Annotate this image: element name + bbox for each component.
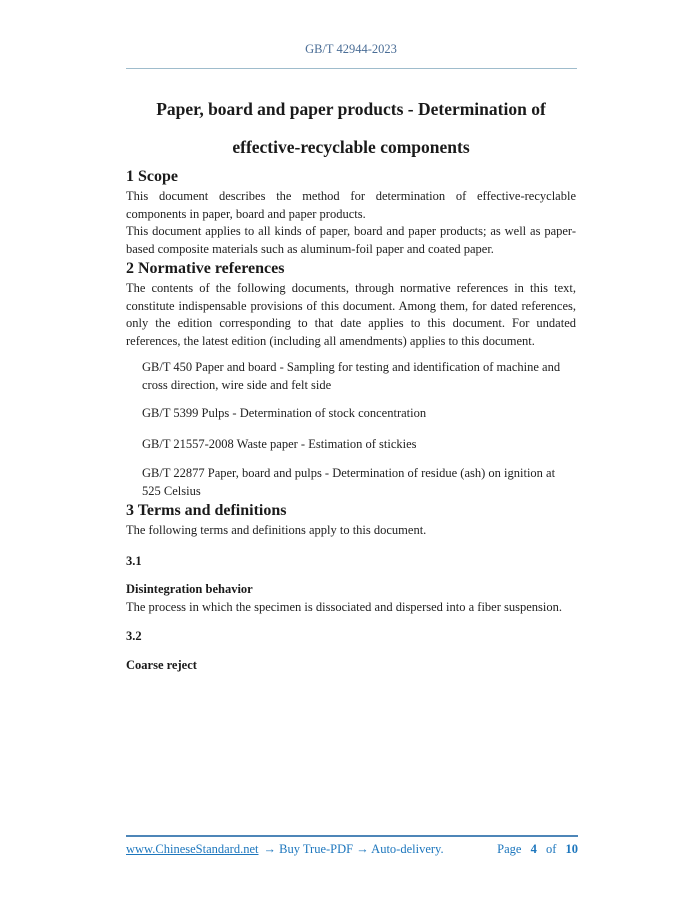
page-footer xyxy=(126,841,578,857)
term-number-3-1: 3.1 xyxy=(126,553,142,568)
term-number-3-2: 3.2 xyxy=(126,628,142,643)
terms-intro-paragraph: The following terms and definitions apply to this document. xyxy=(126,523,427,537)
header-divider xyxy=(126,68,577,69)
page-header-doc-number: GB/T 42944-2023 xyxy=(305,42,397,56)
reference-item: GB/T 5399 Pulps - Determination of stock concentration xyxy=(142,406,427,420)
page-label: Page xyxy=(497,842,522,856)
document-title xyxy=(126,90,576,166)
page-total-number: 10 xyxy=(565,842,578,856)
reference-item: GB/T 22877 Paper, board and pulps - Determination of residue (ash) on ignition at 525 Celsius xyxy=(142,466,556,498)
scope-paragraph-2: This document applies to all kinds of paper, board and paper products; as well as paper-based composite materials such as aluminum-foil paper and coated paper. xyxy=(126,224,576,256)
section-heading-normative-references: 2 Normative references xyxy=(126,260,285,277)
reference-item: GB/T 450 Paper and board - Sampling for testing and identification of machine and cross direction, wire side and felt side xyxy=(142,360,561,392)
page-current-number: 4 xyxy=(530,842,537,856)
page-of-label: of xyxy=(545,842,557,856)
normative-intro-paragraph: The contents of the following documents, through normative references in this text, constitute indispensable provisions of this document. Among them, for dated references, only the edition corresponding to that date applies to this document. For undated references, the latest edition (including all amendments) applies to this document. xyxy=(126,281,576,348)
scope-paragraph-1: This document describes the method for determination of effective-recyclable components in paper, board and paper products. xyxy=(126,189,576,221)
document-title-line1: Paper, board and paper products - Determination of xyxy=(156,99,546,119)
document-title-line2: effective-recyclable components xyxy=(232,137,470,157)
term-definition-3-1: The process in which the specimen is dissociated and dispersed into a fiber suspension. xyxy=(126,599,563,614)
section-heading-terms-definitions: 3 Terms and definitions xyxy=(126,502,287,519)
footer-left xyxy=(126,841,444,857)
footer-divider xyxy=(126,835,578,837)
term-name-disintegration-behavior: Disintegration behavior xyxy=(126,582,253,596)
term-name-coarse-reject: Coarse reject xyxy=(126,657,197,672)
footer-tagline: → Buy True-PDF → Auto-delivery. xyxy=(263,842,444,856)
section-heading-scope: 1 Scope xyxy=(126,168,178,185)
footer-site-link[interactable]: www.ChineseStandard.net xyxy=(126,842,259,856)
footer-page-indicator xyxy=(497,841,578,857)
document-content xyxy=(126,88,576,674)
reference-item: GB/T 21557-2008 Waste paper - Estimation of stickies xyxy=(142,436,417,451)
